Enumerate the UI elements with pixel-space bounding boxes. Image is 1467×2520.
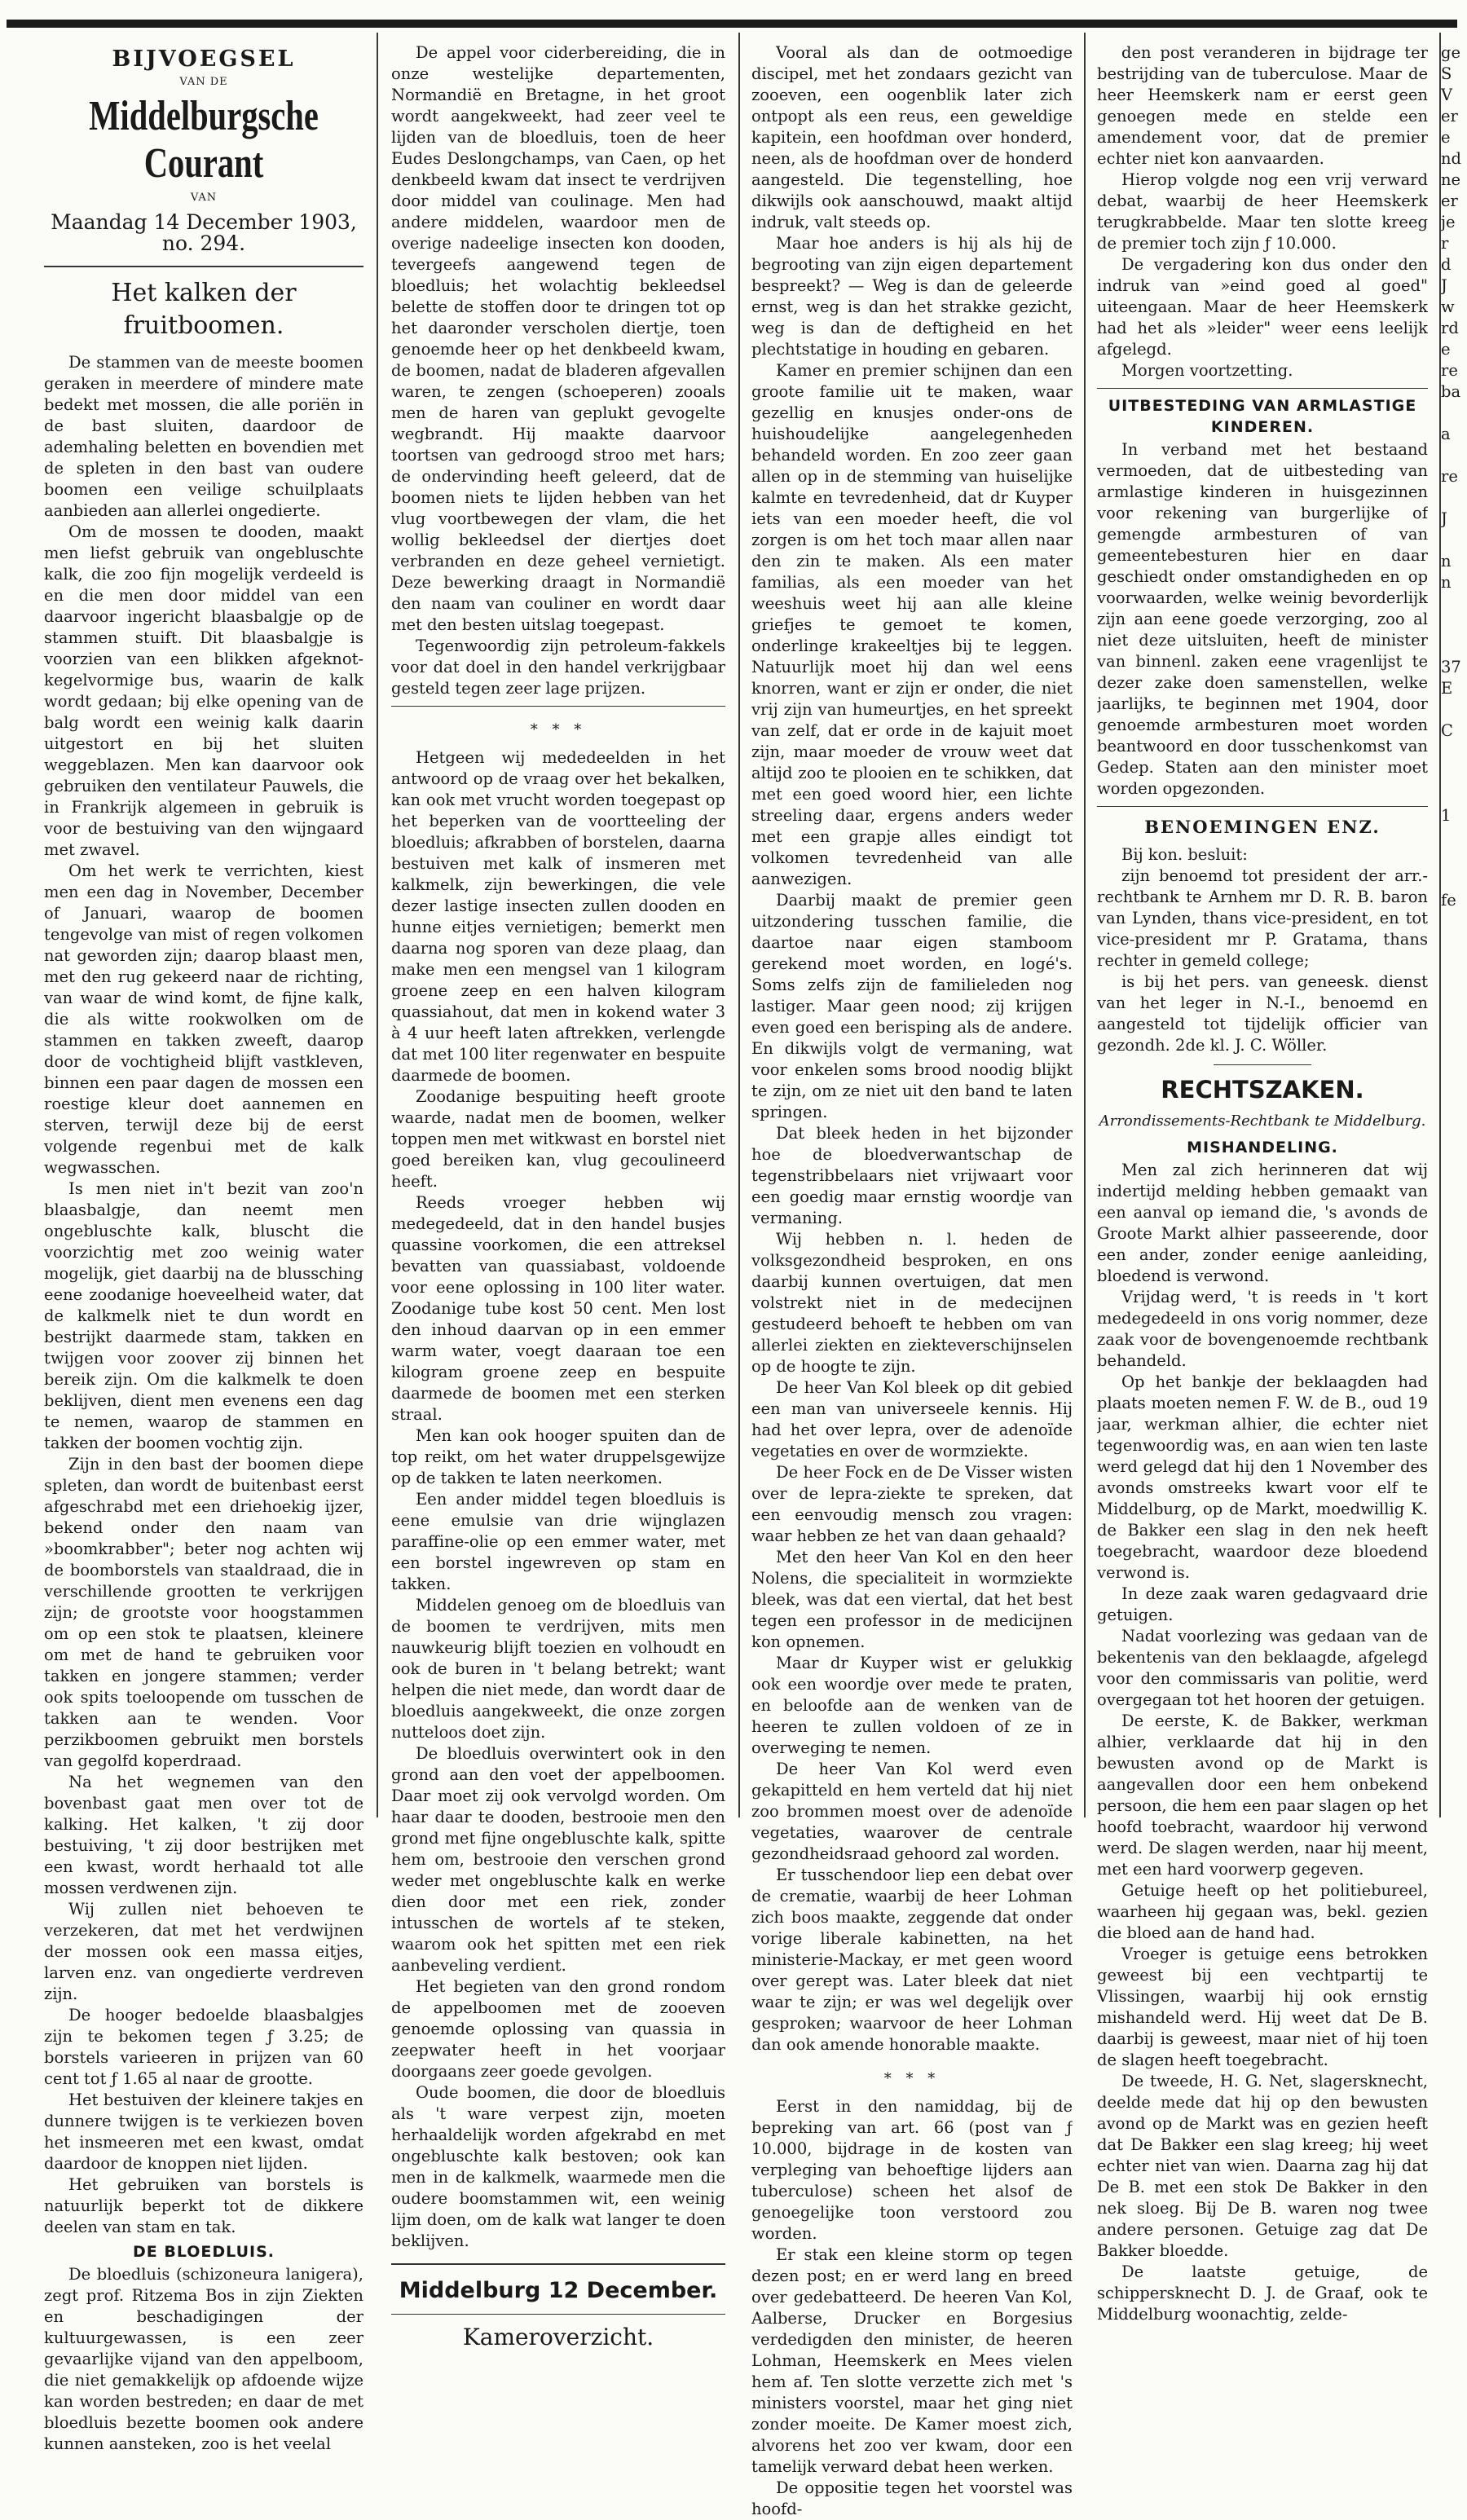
divider xyxy=(1097,388,1428,389)
paragraph: Kamer en premier schijnen dan een groote familie uit te maken, waar gezellig en knusjes onder-ons de huishoudelijke aangelegenheden behandeld worden. En zoo zeer gaan allen op in de stemming van huiselijke kalmte en tevredenheid, dat dr Kuyper iets van een moeder heeft, die vol zorgen is om het toch maar allen naar den zin te maken. Als een mater familias, als een moeder van het weeshuis weet hij aan alle kleine griefjes te gemoet te komen, onderlinge krakeeltjes bij te leggen. Natuurlijk moet hij dan wel eens knorren, want er zijn er onder, die niet vrij zijn van humeurtjes, en het spreekt van zelf, dat er orde in de kajuit moet zijn, maar moeder de vrouw weet dat altijd zoo te plooien en te schikken, dat met een goed woord hier, een lichte streeling daar, ergens anders weder met een grapje alles eindigt tot volkomen tevredenheid van alle aanwezigen. xyxy=(751,361,1073,888)
paragraph: De stammen van de meeste boomen geraken in meerdere of mindere mate bedekt met mossen, die alle poriën in de bast sluiten, daardoor de ademhaling beletten en bovendien met de spleten in den bast van oudere boomen een veilige schuilplaats aanbieden aan allerlei ongedierte. xyxy=(44,353,363,520)
masthead-divider xyxy=(44,266,363,267)
paragraph: In deze zaak waren gedagvaard drie getuigen. xyxy=(1097,1584,1428,1624)
paragraph: Morgen voortzetting. xyxy=(1121,361,1293,380)
edge-fragment xyxy=(1441,530,1465,551)
edge-fragment xyxy=(1441,403,1465,424)
paragraph: Wij hebben n. l. heden de volksgezondheid besproken, en ons daarbij kunnen overtuigen, dat men volstrekt niet in de medecijnen gestudeerd behoeft te hebben om van allerlei ziekten en ziekteverschijnselen op de hoogte te zijn. xyxy=(751,1230,1073,1376)
paragraph: De eerste, K. de Bakker, werkman alhier, verklaarde dat hij in den bewusten avond op de Markt is aangevallen door een hem onbekend persoon, die hem een paar slagen op het hoofd toebracht, waardoor hij verwond werd. De slagen werden, naar hij meent, met een hard voorwerp gegeven. xyxy=(1097,1712,1428,1879)
divider xyxy=(391,706,725,707)
edge-fragment xyxy=(1441,699,1465,720)
edge-fragment xyxy=(1441,615,1465,636)
edge-fragment: n xyxy=(1441,573,1452,592)
paragraph: Is men niet in't bezit van zoo'n blaasbalgje, dan neemt men ongebluschte kalk, bluscht die voorzichtig met zoo weinig water mogelijk, giet daarbij na de blussching eene zoodanige hoeveelheid water, dat de kalkmelk niet te dun wordt en bestrijkt daarmede stam, takken en twijgen voor zoover zij binnen het bereik zijn. Om die kalkmelk te doen beklijven, dient men evenens een dag te nemen, waarop de stammen en takken der boomen vochtig zijn. xyxy=(44,1179,363,1452)
edge-fragment: e xyxy=(1441,128,1451,147)
edge-fragment: je xyxy=(1441,213,1456,231)
edge-fragment: J xyxy=(1441,276,1447,295)
col1-body xyxy=(44,352,363,2455)
edge-fragment: V xyxy=(1441,86,1453,104)
case-subhead: MISHANDELING. xyxy=(1187,1139,1338,1156)
paragraph: Vroeger is getuige eens betrokken geweest bij een vechtpartij te Vlissingen, waarbij hij ook ernstig mishandeld werd. Hij weet dat De B. daarbij is geweest, maar niet of hij toen de slagen heeft toegebracht. xyxy=(1097,1945,1428,2069)
paragraph: Reeds vroeger hebben wij medegedeeld, dat in den handel busjes quassine voorkomen, die een attreksel bevatten van quassiabast, voldoende voor eene oplossing in 100 liter water. Zoodanige tube kost 50 cent. Men lost den inhoud daarvan op in een emmer warm water, voegt daaraan toe een kilogram groene zeep en bespuite daarmede de boomen met een sterken straal. xyxy=(391,1193,725,1424)
edge-fragment: er xyxy=(1441,192,1458,210)
divider xyxy=(1097,806,1428,807)
paragraph: Hetgeen wij mededeelden in het antwoord op de vraag over het bekalken, kan ook met vrucht worden toegepast op het beperken van de voortteeling der bloedluis; afkrabben of borstelen, daarna bestuiven met kalk of insmeren met kalkmelk, zijn bewerkingen, die vele dezer lastige insecten zullen dooden en hunne eitjes vernietigen; bemerkt men daarna nog sporen van deze plaag, dan make men een mengsel van 1 kilogram groene zeep en een halven kilogram quassiahout, dat men in kokend water 3 à 4 uur heeft laten aftrekken, verlengde dat met 100 liter regenwater en bespuite daarmede de boomen. xyxy=(391,748,725,1085)
edge-fragment: C xyxy=(1441,721,1453,740)
paragraph: Een ander middel tegen bloedluis is eene emulsie van drie wijnglazen paraffine-olie op een emmer water, met een borstel ingewreven op stam en takken. xyxy=(391,1490,725,1593)
paragraph: Men kan ook hooger spuiten dan de top reikt, om het water druppelsgewijze op de takken te laten neerkomen. xyxy=(391,1426,725,1487)
paragraph: Tegenwoordig zijn petroleum-fakkels voor dat doel in den handel verkrijgbaar gesteld tegen zeer lage prijzen. xyxy=(391,637,725,698)
paragraph: De laatste getuige, de schippersknecht D. J. de Graaf, ook te Middelburg woonachtig, zelde- xyxy=(1097,2262,1428,2324)
paragraph: Maar dr Kuyper wist er gelukkig ook een woordje over mede te praten, en beloofde aan de wenken van de heeren te zullen voldoen of ze in overweging te nemen. xyxy=(751,1654,1073,1757)
paragraph: is bij het pers. van geneesk. dienst van het leger in N.-I., benoemd en aangesteld tot tijdelijk officier van gezondh. 2de kl. J. C. Wöller. xyxy=(1097,972,1428,1055)
paragraph: Het gebruiken van borstels is natuurlijk beperkt tot de dikkere deelen van stam en tak. xyxy=(44,2175,363,2236)
paragraph: Hierop volgde nog een vrij verward debat, waarbij de heer Heemskerk terugkrabbelde. Maar ten slotte kreeg de premier toch zijn ƒ 10.000. xyxy=(1097,170,1428,253)
divider xyxy=(391,2314,725,2315)
column-1 xyxy=(44,42,363,2455)
edge-fragment xyxy=(1441,996,1465,1017)
paragraph: Daarbij maakt de premier geen uitzondering tusschen familie, die daartoe naar eigen stamboom gerekend moet worden, en logé's. Soms zelfs zijn de familieleden nog lastiger. Maar geen nood; zij krijgen even goed een berisping als de andere. En dikwijls volgt de vermaning, wat voor enkelen soms brood noodig blijkt te zijn, om ze niet uit den band te laten springen. xyxy=(751,891,1073,1121)
edge-fragment xyxy=(1441,848,1465,869)
edge-fragment xyxy=(1441,911,1465,932)
column-3 xyxy=(751,42,1073,2520)
edge-fragment: n xyxy=(1441,552,1452,571)
edge-fragment xyxy=(1441,742,1465,763)
paragraph: Vrijdag werd, 't is reeds in 't kort medegedeeld in ons vorig nommer, deze zaak voor de bovengenoemde rechtbank behandeld. xyxy=(1097,1288,1428,1370)
edge-fragment xyxy=(1441,445,1465,466)
masthead-van-de: VAN DE xyxy=(179,76,228,88)
paragraph: Bij kon. besluit: xyxy=(1121,845,1248,864)
edge-fragment xyxy=(1441,636,1465,657)
edge-fragment: ba xyxy=(1441,382,1461,401)
paragraph: Eerst in den namiddag, bij de bepreking van art. 66 (post van ƒ 10.000, bijdrage in de kosten van verpleging van behoeftige lijders aan tuberculose) scheen het alsof de genoegelijke toon verstoord zou worden. xyxy=(751,2097,1073,2243)
section-subhead: BENOEMINGEN ENZ. xyxy=(1144,817,1381,837)
edge-fragment xyxy=(1441,1060,1465,1081)
edge-fragment xyxy=(1441,487,1465,509)
edge-fragment: d xyxy=(1441,255,1452,274)
paragraph: Om de mossen te dooden, maakt men liefst gebruik van ongebluschte kalk, die zoo fijn mogelijk verdeeld is en die men door middel van een daarvoor ingericht blaasbalgje op de stammen stuift. Dit blaasbalgje is voorzien van een blikken afgeknot-kegelvormige bus, waarin de kalk wordt gedaan; bij elke opening van de balg wordt een weinig kalk daarin uitgestort en bij het sluiten weggeblazen. Men kan daarvoor ook gebruiken den ventilateur Pauwels, die in Frankrijk algemeen in gebruik is voor de bestuiving van den wijngaard met zwavel. xyxy=(44,522,363,859)
paragraph: De oppositie tegen het voorstel was hoofd- xyxy=(751,2478,1073,2518)
section-subhead: DE BLOEDLUIS. xyxy=(132,2243,275,2261)
paragraph: De bloedluis overwintert ook in den grond aan den voet der appelboomen. Daar moet zij ook vervolgd worden. Om haar daar te dooden, bestrooie men den grond met fijne ongebluschte kalk, spitte hem om, bestrooie den verschen grond weder met ongebluschte kalk en werke dien door met een riek, zonder intusschen de wortels af te steken, waarom ook het spitten met een riek aanbeveling verdient. xyxy=(391,1744,725,1975)
edge-fragment: ge xyxy=(1441,43,1461,62)
edge-fragment xyxy=(1441,932,1465,954)
paragraph: Oude boomen, die door de bloedluis als 't ware verpest zijn, moeten herhaaldelijk worden afgekrabd en met ongebluschte kalk bestoven; ook kan men in de kalkmelk, waarmede men die oudere boomstammen wit, een weinig lijm doen, om de kalk wat langer te doen beklijven. xyxy=(391,2083,725,2250)
paragraph: Maar hoe anders is hij als hij de begrooting van zijn eigen departement bespreekt? — Weg is dan de geleerde ernst, weg is dan het strakke gezicht, weg is dan de deftigheid en het plechtstatige in houding en gebaren. xyxy=(751,234,1073,359)
paragraph: De hooger bedoelde blaasbalgjes zijn te bekomen tegen ƒ 3.25; de borstels varieeren in prijzen van 60 cent tot ƒ 1.65 al naar de grootte. xyxy=(44,2006,363,2088)
city-date-heading: Middelburg 12 December. xyxy=(399,2278,718,2303)
paragraph: De tweede, H. G. Net, slagersknecht, deelde mede dat hij op den bewusten avond op de Markt was en gezien heeft dat De Bakker een slag kreeg; hij weet echter niet van wien. Daarna zag hij dat De B. met een stok De Bakker in den nek sloeg. Bij De B. waren nog twee andere personen. Getuige zag dat De Bakker bloedde. xyxy=(1097,2072,1428,2260)
paragraph: Zoodanige bespuiting heeft groote waarde, nadat men de boomen, welker toppen men met witkwast en borstel niet goed bereiken kan, vlug gecoulineerd heeft. xyxy=(391,1087,725,1191)
section-heading: Kameroverzicht. xyxy=(462,2324,654,2350)
section-subhead: UITBESTEDING VAN ARMLASTIGE KINDEREN. xyxy=(1108,397,1417,436)
issue-date: Maandag 14 December 1903, no. 294. xyxy=(51,210,357,255)
paragraph: Nadat voorlezing was gedaan van de bekentenis van den beklaagde, afgelegd voor den commissaris van politie, werd overgegaan tot het hooren der getuigen. xyxy=(1097,1627,1428,1709)
divider xyxy=(391,2263,725,2265)
section-stars: * * * xyxy=(883,2070,941,2087)
edge-fragment: rd xyxy=(1441,319,1459,337)
column-4 xyxy=(1097,42,1428,2325)
paragraph: Om het werk te verrichten, kiest men een dag in November, December of Januari, waarop de boomen tengevolge van mist of regen volkomen nat geworden zijn; daarop blaast men, met den rug gekeerd naar de richting, van waar de wind komt, de fijne kalk, die als witte rookwolken om de stammen en takken zweeft, daarop door de vochtigheid blijft vastkleven, binnen een paar dagen de mossen een roestige kleur doet aannemen en sterven, terwijl deze bij de eerst volgende regenbui met de kalk wegwasschen. xyxy=(44,861,363,1177)
edge-fragment: 37 xyxy=(1441,658,1461,676)
paragraph: De heer Van Kol bleek op dit gebied een man van universeele kennis. Hij had het over lepra, over de adenoïde vegetaties en over de wormziekte. xyxy=(751,1378,1073,1460)
edge-fragment: a xyxy=(1441,425,1451,443)
newspaper-name: Middelburgsche Courant xyxy=(89,93,319,187)
edge-fragment: ne xyxy=(1441,170,1461,189)
cut-off-column-fragments xyxy=(1441,42,1465,1081)
paragraph: De heer Fock en de De Visser wisten over de lepra-ziekte te spreken, dat een eenvoudig mensch zou vragen: waar hebben ze het van daan gehaald? xyxy=(751,1463,1073,1545)
edge-fragment: w xyxy=(1441,297,1455,316)
edge-fragment: S xyxy=(1441,64,1452,83)
column-rule-3 xyxy=(1084,33,1086,1817)
edge-fragment: re xyxy=(1441,361,1458,380)
masthead-van: VAN xyxy=(190,192,218,204)
edge-fragment: r xyxy=(1441,234,1449,253)
paragraph: Met den heer Van Kol en den heer Nolens, die specialiteit in wormziekte bleek, was dat een viertal, dat het best tegen een professor in de medicijnen kon opnemen. xyxy=(751,1548,1073,1651)
edge-fragment xyxy=(1441,954,1465,975)
court-subheading: Arrondissements-Rechtbank te Middelburg. xyxy=(1099,1112,1426,1130)
paragraph: Getuige heeft op het politiebureel, waarheen hij gegaan was, bekl. gezien die bloed aan de hand had. xyxy=(1097,1881,1428,1942)
column-2 xyxy=(391,42,725,2357)
section-heading: RECHTSZAKEN. xyxy=(1161,1076,1364,1104)
edge-fragment xyxy=(1441,784,1465,805)
edge-fragment: re xyxy=(1441,467,1458,486)
paragraph: Zijn in den bast der boomen diepe spleten, dan wordt de buitenbast eerst afgeschrabd met een driehoekig ijzer, bekend onder den naam van »boomkrabber"; beter nog achten wij de boomborstels van staaldraad, die in verschillende grootten te verkrijgen zijn; de grootste voor hoogstammen om op een stok te plaatsen, kleinere om met de hand te gebruiken voor takken en jongere stammen; verder ook spits toeloopende om tusschen de takken aan te wenden. Voor perzikboomen gebruikt men borstels van gegolfd koperdraad. xyxy=(44,1455,363,1770)
paragraph: In verband met het bestaand vermoeden, dat de uitbesteding van armlastige kinderen in huisgezinnen voor rekening van burgerlijke of gemengde armbesturen of van gemeentebesturen hier en daar geschiedt onder omstandigheden en op voorwaarden, welke weinig bevorderlijk zijn aan eene goede verzorging, zoo al niet deze uitsluiten, heeft de minister van binnenl. zaken eene vragenlijst te dezer zake doen samenstellen, welke jaarlijks, te beginnen met 1904, door genoemde armbesturen moet worden beantwoord en door tusschenkomst van Gedep. Staten aan den minister moet worden opgezonden. xyxy=(1097,440,1428,798)
paragraph: den post veranderen in bijdrage ter bestrijding van de tuberculose. Maar de heer Heemskerk nam er eerst geen genoegen mede en stelde een amendement voor, dat de premier echter niet kon aanvaarden. xyxy=(1097,43,1428,168)
paragraph: Dat bleek heden in het bijzonder hoe de bloedverwantschap de tegenstribbelaars niet vrijwaart voor een goedig maar ernstig woordje van vermaning. xyxy=(751,1124,1073,1227)
edge-fragment: fe xyxy=(1441,891,1456,910)
paragraph: Na het wegnemen van den bovenbast gaat men over tot de kalking. Het kalken, 't zij door bestuiving, 't zij door bestrijken met een kwast, wordt herhaald tot alle mossen verdwenen zijn. xyxy=(44,1773,363,1897)
supplement-label: BIJVOEGSEL xyxy=(112,46,296,72)
paragraph: Middelen genoeg om de bloedluis van de boomen te verdrijven, mits men nauwkeurig blijft toezien en volhoudt en ook de buren in 't belang betrekt; want helpen die niet mede, dan wordt daar de bloedluis aangekweekt, die onze zorgen nutteloos doet zijn. xyxy=(391,1596,725,1742)
paragraph: Op het bankje der beklaagden had plaats moeten nemen F. W. de B., oud 19 jaar, werkman alhier, die echter niet tegenwoordig was, en aan wien ten laste werd gelegd dat hij den 1 November des avonds omstreeks kwart voor elf te Middelburg, op de Markt, moedwillig K. de Bakker een slag in den nek heeft toegebracht, waardoor deze bloedend verwond is. xyxy=(1097,1372,1428,1582)
top-rule xyxy=(7,20,1457,28)
edge-fragment xyxy=(1441,1017,1465,1038)
edge-fragment: e xyxy=(1441,340,1451,359)
edge-fragment xyxy=(1441,975,1465,996)
edge-fragment: er xyxy=(1441,107,1458,126)
divider xyxy=(1214,1064,1311,1065)
paragraph: Men zal zich herinneren dat wij indertijd melding hebben gemaakt van een aanval op iemand die, 's avonds de Groote Markt alhier passeerende, door een ander, zonder eenige aanleiding, bloedend is verwond. xyxy=(1097,1161,1428,1285)
paragraph: De appel voor ciderbereiding, die in onze westelijke departementen, Normandië en Bretagne, in het groot wordt aangekweekt, had zeer veel te lijden van de bloedluis, toen de heer Eudes Deslongchamps, van Caen, op het denkbeeld kwam dat insect te verdrijven door middel van coulinage. Men had andere middelen, waardoor men de overige nadeelige insecten kon dooden, tevergeefs aangewend tegen de bloedluis; het wolachtig bekleedsel belette de stoffen door te dringen tot op het daaronder verscholen diertje, toen genoemde heer op het denkbeeld kwam, de boomen, nadat de bladeren afgevallen waren, te zengen (schoeperen) zooals men de haren van geplukt gevogelte wegbrandt. Hij maakte daarvoor toortsen van gedroogd stroo met hars; de ondervinding heeft geleerd, dat de boomen niets te lijden hebben van het vlug voortbewegen der vlam, die het wollig bekleedsel der diertjes doet verbranden en deze geheel vernietigt. Deze bewerking draagt in Normandië den naam van couliner en wordt daar met den besten uitslag toegepast. xyxy=(391,43,725,634)
paragraph: Het begieten van den grond rondom de appelboomen met de zooeven genoemde oplossing van quassia in zeepwater heeft in het voorjaar doorgaans zeer goede gevolgen. xyxy=(391,1977,725,2081)
paragraph: zijn benoemd tot president der arr.-rechtbank te Arnhem mr D. R. B. baron van Lynden, thans vice-president, en tot vice-president mr P. Gratama, thans rechter in gemeld college; xyxy=(1097,866,1428,970)
section-stars: * * * xyxy=(530,721,587,738)
paragraph: De bloedluis (schizoneura lanigera), zegt prof. Ritzema Bos in zijn Ziekten en beschadigingen der kultuurgewassen, is een zeer gevaarlijke vijand van den appelboom, die niet gemakkelijk op afdoende wijze kan worden bestreden; en daar de met bloedluis bezette boomen ook andere kunnen aansteken, zoo is het veelal xyxy=(44,2265,363,2453)
column-rule-2 xyxy=(738,33,740,1817)
paragraph: Vooral als dan de ootmoedige discipel, met het zondaars gezicht van zooeven, een oogenblik later zich ontpopt als een reus, een geweldige kapitein, een hoofdman over honderd, neen, als de hoofdman over de honderd aangesteld. Die tegenstelling, hoe dikwijls ook aanschouwd, maakt altijd indruk, valt steeds op. xyxy=(751,43,1073,231)
edge-fragment: E xyxy=(1441,679,1453,698)
edge-fragment xyxy=(1441,763,1465,784)
edge-fragment: 1 xyxy=(1441,806,1452,825)
paragraph: Het bestuiven der kleinere takjes en dunnere twijgen is te verkiezen boven het insmeeren met een kwast, omdat daardoor de knoppen niet lijden. xyxy=(44,2090,363,2173)
edge-fragment xyxy=(1441,1038,1465,1060)
paragraph: De vergadering kon dus onder den indruk van »eind goed al goed" uiteengaan. Maar de heer Heemskerk had het als »leider" weer eens leelijk afgelegd. xyxy=(1097,255,1428,359)
paragraph: Wij zullen niet behoeven te verzekeren, dat met het verdwijnen der mossen ook een massa eitjes, larven enz. van ongedierte verdreven zijn. xyxy=(44,1900,363,2003)
paragraph: Er tusschendoor liep een debat over de crematie, waarbij de heer Lohman zich boos maakte, zeggende dat onder vorige liberale kabinetten, na het ministerie-Mackay, er met geen woord over gerept was. Later bleek dat niet waar te zijn; er was wel degelijk over gesproken; waarvoor de heer Lohman dan ook amende honorable maakte. xyxy=(751,1866,1073,2054)
article-title: Het kalken der fruitboomen. xyxy=(111,279,297,340)
edge-fragment: J xyxy=(1441,509,1447,528)
edge-fragment: nd xyxy=(1441,149,1462,168)
paragraph: Er stak een kleine storm op tegen dezen post; en er werd lang en breed over gedebatteerd. De heeren Van Kol, Aalberse, Drucker en Borgesius verdedigden den minister, de heeren Lohman, Heemskerk en Mees vielen hem af. Ten slotte verzette zich met 's ministers voorstel, maar het ging niet zonder moeite. De Kamer moest zich, alvorens het zoo ver kwam, door een tamelijk verward debat heen werken. xyxy=(751,2245,1073,2476)
paragraph: De heer Van Kol werd even gekapitteld en hem verteld dat hij niet zoo brommen moest over de adenoïde vegetaties, waarover de centrale gezondheidsraad gehoord zal worden. xyxy=(751,1760,1073,1863)
column-rule-1 xyxy=(377,33,378,1817)
masthead xyxy=(44,46,363,255)
edge-fragment xyxy=(1441,826,1465,848)
edge-fragment xyxy=(1441,869,1465,890)
edge-fragment xyxy=(1441,593,1465,615)
